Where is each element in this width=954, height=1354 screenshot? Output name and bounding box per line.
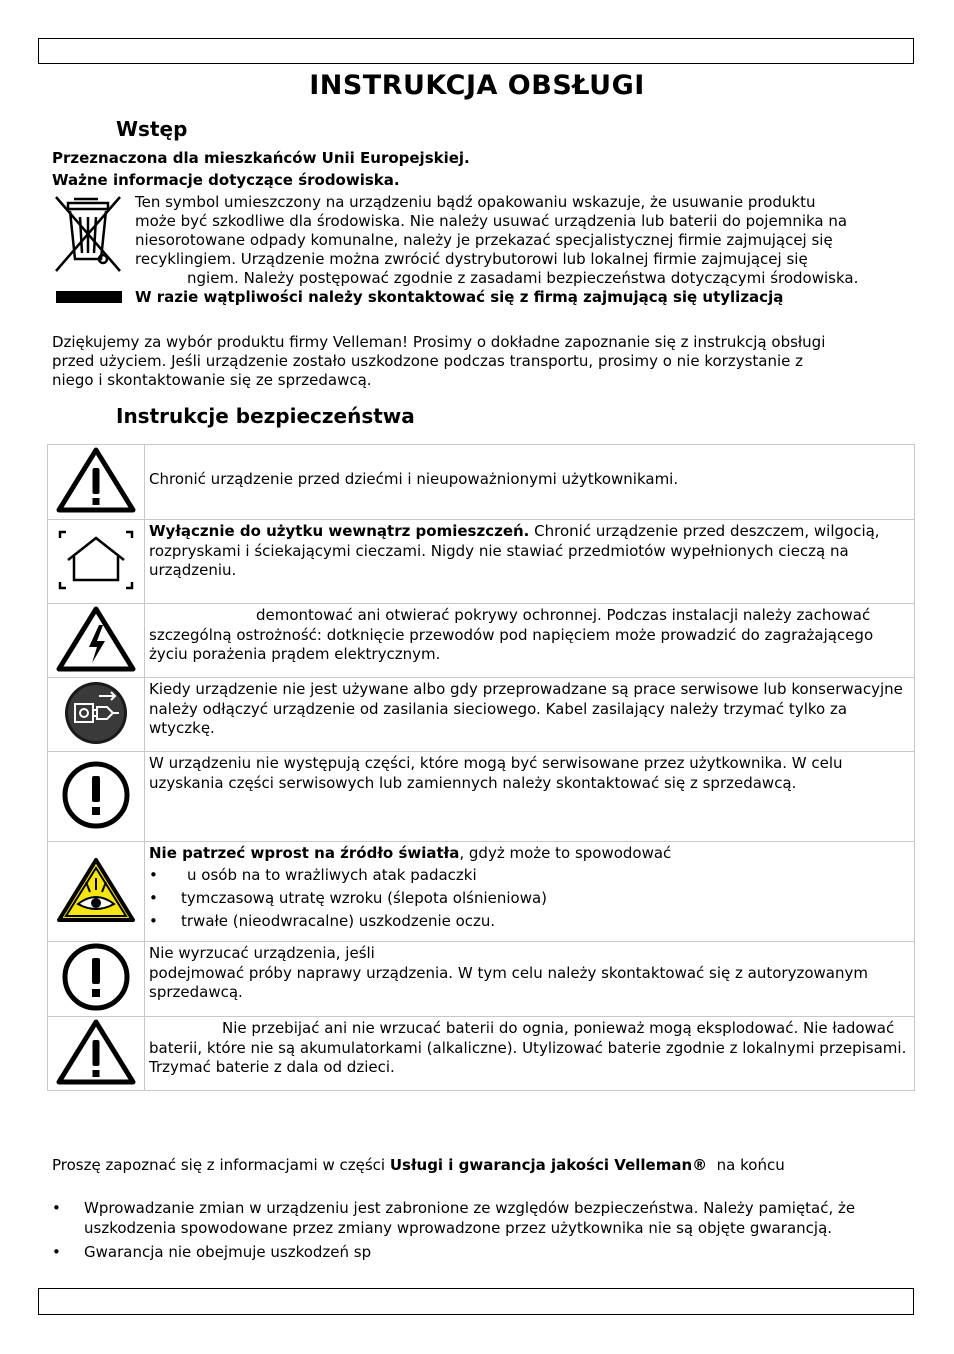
safety-row-text: W urządzeniu nie występują części, które mogą być serwisowane przez użytkownika. W celu uzyskania części serwisowych lub zamiennych należy skontaktować się z sprzedawcą. bbox=[145, 752, 915, 842]
list-item: • Wprowadzanie zmian w urządzeniu jest zabronione ze względów bezpieczeństwa. Należy pamiętać, że uszkodzenia spowodowane przez zmiany wprowadzone przez użytkownika nie są objęte gwarancją. bbox=[52, 1199, 856, 1237]
safety-row-text: Nie przebijać ani nie wrzucać baterii do ognia, ponieważ mogą eksplodować. Nie ładować baterii, które nie są akumulatorkami (alkaliczne). Utylizować baterie zgodnie z lokalnymi przepisami. Trzymać baterie z dala od dzieci. bbox=[149, 1019, 907, 1076]
safety-row-text: demontować ani otwierać pokrywy ochronnej. Podczas instalacji należy zachować szczególną ostrożność: dotknięcie przewodów pod napięciem może prowadzić do zagrażającego życiu porażenia prądem elektrycznym. bbox=[149, 606, 874, 663]
safety-row bbox=[48, 1017, 915, 1091]
safety-heading: Instrukcje bezpieczeństwa bbox=[116, 404, 415, 428]
safety-row-text: , gdyż może to spowodować bbox=[459, 844, 672, 862]
environment-info-line: Ważne informacje dotyczące środowiska. bbox=[52, 171, 400, 189]
page-footer-box bbox=[38, 1288, 914, 1315]
safety-row bbox=[48, 842, 915, 942]
env-text-line-2: może być szkodliwe dla środowiska. Nie należy usuwać urządzenia lub baterii do pojemnika na bbox=[135, 212, 848, 230]
warranty-list bbox=[52, 1199, 892, 1268]
env-text-line-3: niesorotowane odpady komunalne, należy je przekazać specjalistycznej firmie zajmującej się bbox=[135, 231, 833, 249]
safety-row-text: Nie wyrzucać urządzenia, jeśli podejmować próby naprawy urządzenia. W tym celu należy skontaktować się z autoryzowanym sprzedawcą. bbox=[145, 942, 915, 1017]
env-text-line-5: ngiem. Należy postępować zgodnie z zasadami bezpieczeństwa dotyczącymi środowiska. bbox=[187, 269, 859, 287]
list-item: • tymczasową utratę wzroku (ślepota olśnieniowa) bbox=[149, 888, 548, 907]
safety-row bbox=[48, 942, 915, 1017]
exclamation-circle-icon bbox=[48, 942, 145, 1017]
page-header-box bbox=[38, 38, 914, 64]
thanks-line-2: przed użyciem. Jeśli urządzenie zostało uszkodzone podczas transportu, prosimy o nie korzystanie z bbox=[52, 352, 804, 370]
safety-table bbox=[47, 444, 915, 1091]
intro-heading: Wstęp bbox=[116, 117, 188, 141]
safety-row-text: Kiedy urządzenie nie jest używane albo gdy przeprowadzane są prace serwisowe lub konserwacyjne należy odłączyć urządzenie od zasilania sieciowego. Kabel zasilający należy trzymać tylko za wtyczkę. bbox=[145, 678, 915, 752]
thanks-line-3: niego i skontaktowanie się ze sprzedawcą. bbox=[52, 371, 372, 389]
list-item: • Gwarancja nie obejmuje uszkodzeń sp bbox=[52, 1243, 372, 1261]
electric-shock-warning-icon bbox=[48, 604, 145, 678]
disconnect-mains-plug-icon bbox=[48, 678, 145, 752]
no-direct-light-bold: Nie patrzeć wprost na źródło światła bbox=[149, 844, 460, 862]
page-title: INSTRUKCJA OBSŁUGI bbox=[309, 70, 645, 101]
weee-bin-icon bbox=[52, 193, 124, 309]
safety-row bbox=[48, 445, 915, 520]
warranty-reference: Proszę zapoznać się z informacjami w części Usługi i gwarancja jakości Velleman® na końcu bbox=[52, 1156, 785, 1174]
safety-row bbox=[48, 520, 915, 604]
env-text-line-1: Ten symbol umieszczony na urządzeniu bądź opakowaniu wskazuje, że usuwanie produktu bbox=[135, 193, 816, 211]
env-bold-line: W razie wątpliwości należy skontaktować się z firmą zajmującą się utylizacją bbox=[135, 288, 784, 306]
list-item: • u osób na to wrażliwych atak padaczki bbox=[149, 865, 477, 884]
safety-row bbox=[48, 678, 915, 752]
warning-triangle-icon bbox=[48, 1017, 145, 1091]
eye-hazard-warning-icon bbox=[48, 842, 145, 942]
exclamation-circle-icon bbox=[48, 752, 145, 842]
indoor-use-house-icon bbox=[48, 520, 145, 604]
warranty-section-name: Usługi i gwarancja jakości Velleman® bbox=[389, 1156, 708, 1174]
warning-triangle-icon bbox=[48, 445, 145, 520]
safety-row bbox=[48, 604, 915, 678]
env-text-line-4: recyklingiem. Urządzenie można zwrócić dystrybutorowi lub lokalnej firmie zajmującej się bbox=[135, 250, 808, 268]
safety-row bbox=[48, 752, 915, 842]
safety-row-text: Chronić urządzenie przed dziećmi i nieupoważnionymi użytkownikami. bbox=[145, 445, 915, 520]
list-item: • trwałe (nieodwracalne) uszkodzenie oczu. bbox=[149, 911, 496, 930]
eu-residents-line: Przeznaczona dla mieszkańców Unii Europejskiej. bbox=[52, 149, 470, 167]
safety-row-text: Chronić urządzenie przed deszczem, wilgocią, rozpryskami i ściekającymi cieczami. Nigdy nie stawiać przedmiotów wypełnionych cieczą na urządzeniu. bbox=[149, 522, 880, 579]
thanks-line-1: Dziękujemy za wybór produktu firmy Velleman! Prosimy o dokładne zapoznanie się z instrukcją obsługi bbox=[52, 333, 826, 351]
indoor-only-bold: Wyłącznie do użytku wewnątrz pomieszczeń. bbox=[149, 522, 530, 540]
